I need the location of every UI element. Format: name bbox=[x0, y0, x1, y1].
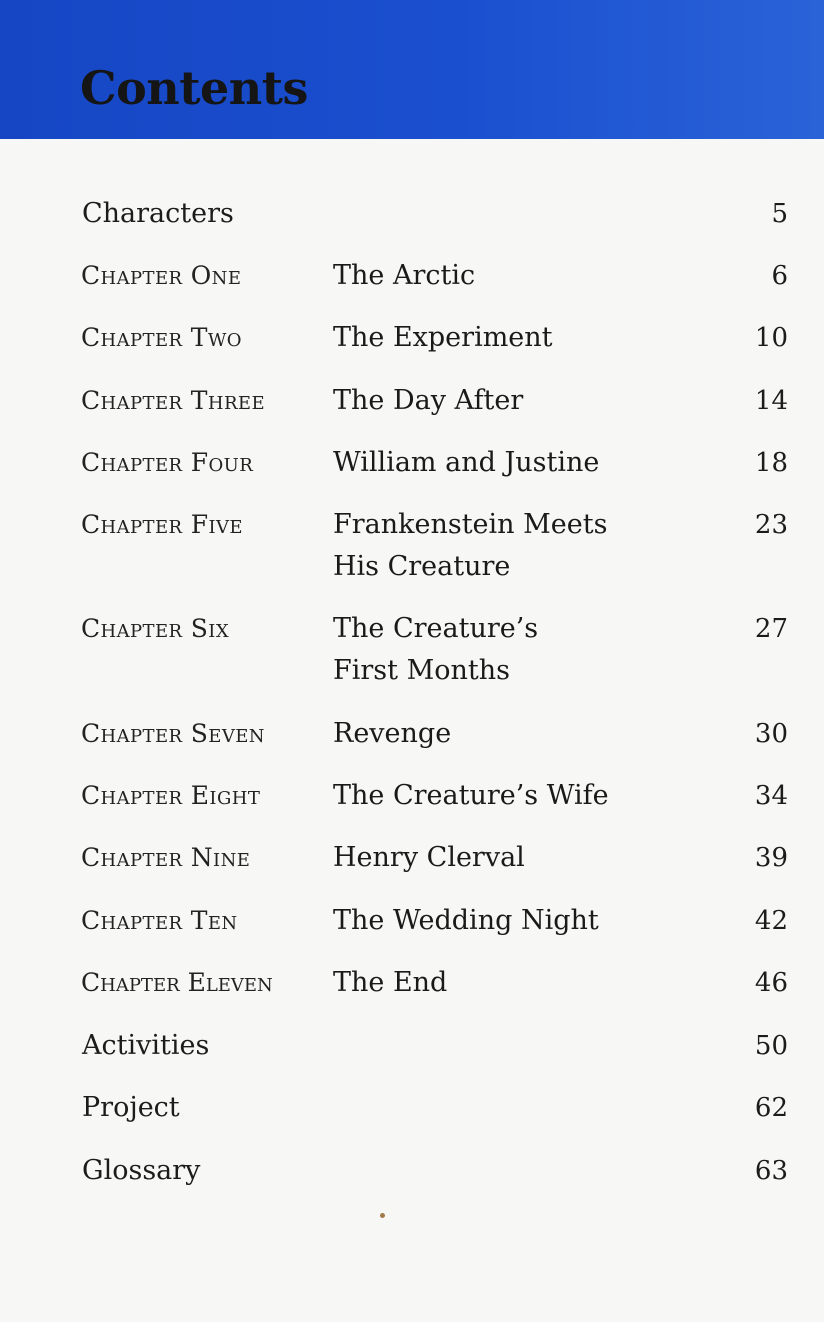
chapter-title: The Creature’s Wife bbox=[333, 780, 609, 811]
chapter-title: The Day After bbox=[333, 385, 524, 416]
toc-page-number: 34 bbox=[754, 781, 788, 811]
chapter-label: Chapter Eight bbox=[81, 781, 261, 810]
toc-page-number: 10 bbox=[754, 323, 788, 353]
chapter-label: Chapter Two bbox=[81, 323, 242, 352]
chapter-label: Chapter Four bbox=[81, 448, 254, 477]
toc-page-number: 42 bbox=[754, 906, 788, 936]
chapter-title: The Creature’s First Months bbox=[333, 613, 539, 686]
chapter-title: Revenge bbox=[333, 718, 452, 749]
paper-speck bbox=[380, 1213, 385, 1218]
page-title: Contents bbox=[80, 61, 308, 115]
chapter-label: Chapter Five bbox=[81, 510, 243, 539]
chapter-label: Chapter One bbox=[81, 261, 242, 290]
toc-page-number: 46 bbox=[754, 968, 788, 998]
chapter-label: Chapter Ten bbox=[81, 906, 238, 935]
toc-page-number: 39 bbox=[754, 843, 788, 873]
toc-page-number: 62 bbox=[754, 1093, 788, 1123]
chapter-title: Henry Clerval bbox=[333, 842, 525, 873]
toc-page-number: 27 bbox=[754, 614, 788, 644]
toc-page-number: 18 bbox=[754, 448, 788, 478]
toc-item-label: Activities bbox=[82, 1030, 210, 1061]
toc-page-number: 14 bbox=[754, 386, 788, 416]
toc-page-number: 50 bbox=[754, 1031, 788, 1061]
toc-page-number: 5 bbox=[771, 199, 788, 229]
toc-page-number: 63 bbox=[754, 1156, 788, 1186]
toc-item-label: Project bbox=[82, 1092, 180, 1123]
chapter-label: Chapter Three bbox=[81, 386, 265, 415]
toc-page-number: 30 bbox=[754, 719, 788, 749]
chapter-title: William and Justine bbox=[333, 447, 600, 478]
toc-item-label: Characters bbox=[82, 198, 234, 229]
toc-item-label: Glossary bbox=[82, 1155, 201, 1186]
toc-page-number: 6 bbox=[771, 261, 788, 291]
chapter-label: Chapter Nine bbox=[81, 843, 251, 872]
chapter-title: The End bbox=[333, 967, 448, 998]
chapter-title: The Wedding Night bbox=[333, 905, 599, 936]
chapter-label: Chapter Six bbox=[81, 614, 230, 643]
chapter-label: Chapter Seven bbox=[81, 719, 265, 748]
chapter-title: The Experiment bbox=[333, 322, 553, 353]
toc-page-number: 23 bbox=[754, 510, 788, 540]
chapter-title: Frankenstein Meets His Creature bbox=[333, 509, 608, 582]
chapter-label: Chapter Eleven bbox=[81, 968, 273, 997]
chapter-title: The Arctic bbox=[333, 260, 476, 291]
